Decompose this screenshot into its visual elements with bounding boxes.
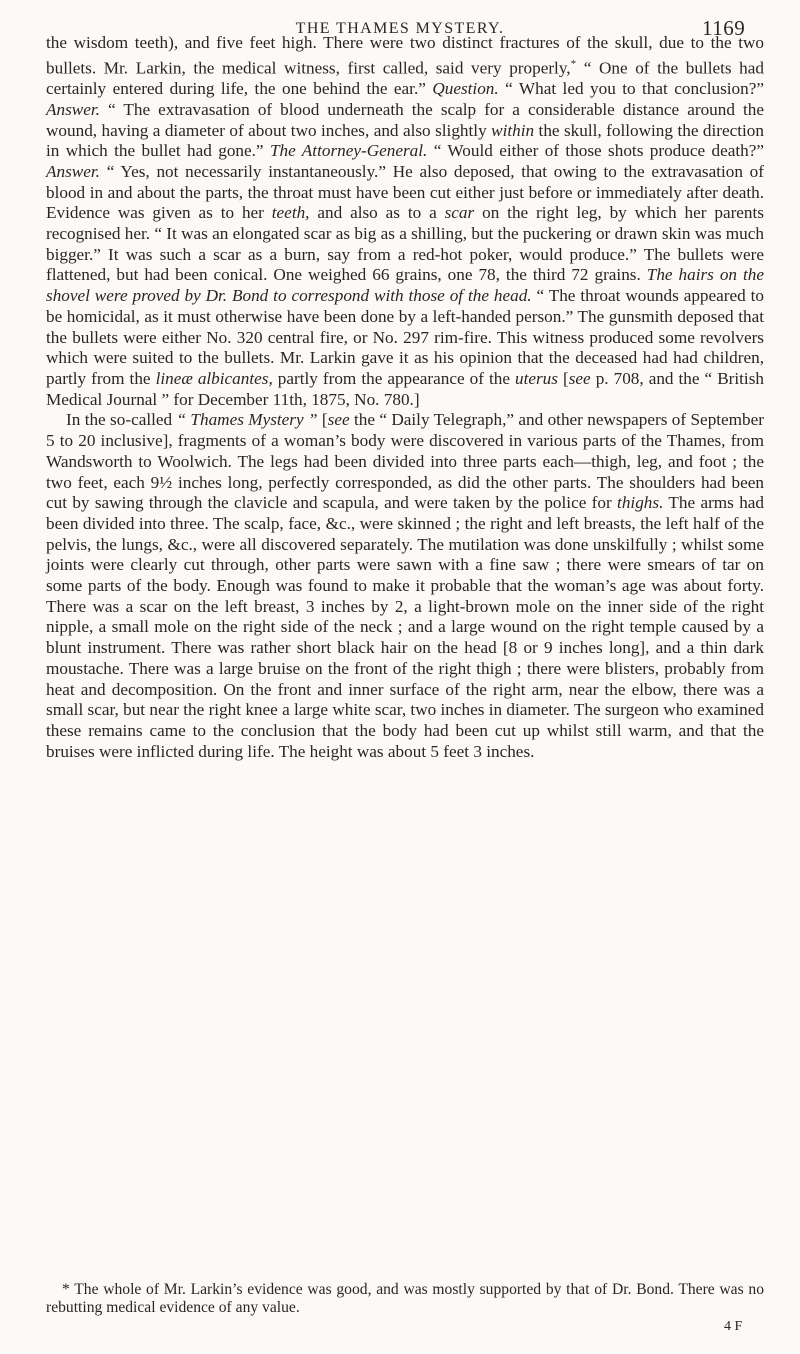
footnote <box>46 1281 764 1317</box>
text-run: “ Yes, not necessarily instantaneously.” He also deposed, that owing to the extravasation of blood in and about the parts, the throat must have been cut either just before or immediately after death. Evidence was given as to her <box>46 161 764 223</box>
signature-mark: 4 F <box>724 1319 743 1334</box>
text-run: [ <box>557 368 569 388</box>
paragraph-larkin-evidence <box>46 33 764 410</box>
italic-text: scar <box>444 203 475 223</box>
running-title: THE THAMES MYSTERY. <box>295 20 505 37</box>
text-run: the “ Daily Telegraph,” and other newspapers of September 5 to 20 inclusive], fragments of a woman’s body were discovered in various parts of the Thames, from Wandsworth to Woolwich. The legs had been divided into three parts each—thigh, leg, and foot ; the two feet, each 9½ inches long, perfectly corresponded, as did the other parts. The shoulders had been cut by sawing through the clavicle and scapula, and were taken by the police for <box>46 410 765 513</box>
italic-text: thighs. <box>617 493 664 513</box>
text-run: partly from the appearance of the <box>272 368 515 388</box>
paragraph-thames-mystery <box>46 410 764 762</box>
text-run: “ What led you to that conclusion?” <box>498 79 764 99</box>
text-run: “ Would either of those shots produce death?” <box>427 141 764 161</box>
text-run: “ One of the bullets had certainly entered during life, the one behind the ear.” <box>46 58 764 99</box>
footnote-marker: * <box>570 57 577 70</box>
text-run: the wisdom teeth), and five feet high. There were two distinct fractures of the skull, due to the two bullets. Mr. Larkin, the medical witness, first called, said very properly, <box>46 33 764 78</box>
text-run: [ <box>317 410 328 430</box>
body-text <box>46 33 764 762</box>
italic-text: lineæ albicantes, <box>155 368 273 388</box>
italic-text: The Attorney-General. <box>269 141 428 161</box>
italic-text: uterus <box>515 368 558 388</box>
text-run: “ The extravasation of blood underneath the scalp for a considerable distance around the wound, having a diameter of about two inches, and also slightly <box>46 99 764 140</box>
text-run: In the so-called <box>66 410 177 430</box>
italic-text: Question. <box>432 79 499 99</box>
italic-text: teeth, <box>271 203 310 223</box>
text-run: “ The throat wounds appeared to be homicidal, as it must otherwise have been done by a left-handed person.” The gunsmith deposed that the bullets were either No. 320 central fire, or No. 297 rim-fire. This witness produced some revolvers which were suited to the bullets. Mr. Larkin gave it as his opinion that the deceased had had children, partly from the <box>46 286 765 388</box>
italic-text: The hairs on the shovel were proved by Dr. Bond to correspond with those of the head. <box>46 265 764 306</box>
italic-text: “ Thames Mystery ” <box>176 410 318 430</box>
italic-text: Answer. <box>46 161 100 181</box>
italic-text: Answer. <box>46 99 100 119</box>
italic-text: see <box>327 410 350 430</box>
text-run: The arms had been divided into three. The scalp, face, &c., were skinned ; the right and left breasts, the left half of the pelvis, the lungs, &c., were all discovered separately. The mutilation was done unskilfully ; whilst some joints were clearly cut through, other parts were sawn with a fine saw ; there were smears of tar on some parts of the body. Enough was found to make it probable that the woman’s age was about forty. There was a scar on the left breast, 3 inches by 2, a light-brown mole on the inner side of the right nipple, a small mole on the right side of the neck ; and a large wound on the right temple caused by a blunt instrument. There was rather short black hair on the head [8 or 9 inches long], and a thin dark moustache. There was a large bruise on the front of the right thigh ; there were blisters, probably from heat and decomposition. On the front and inner surface of the right arm, near the elbow, there was a small scar, but near the right knee a large white scar, two inches in diameter. The surgeon who examined these remains came to the conclusion that the body had been cut up whilst still warm, and that the bruises were inflicted during life. The height was about 5 feet 3 inches. <box>46 493 765 761</box>
italic-text: see <box>568 368 591 388</box>
text-run: and also as to a <box>309 203 445 223</box>
page-number: 1169 <box>702 16 746 40</box>
footnote-text: * The whole of Mr. Larkin’s evidence was good, and was mostly supported by that of Dr. Bond. There was no rebutting medical evidence of any value. <box>46 1281 764 1316</box>
italic-text: within <box>491 120 535 140</box>
text-run: the skull, following the direction in which the bullet had gone.” <box>46 120 764 161</box>
text-run: on the right leg, by which her parents recognised her. “ It was an elongated scar as big as a shilling, but the puckering or drawn skin was much bigger.” It was such a scar as a burn, say from a red-hot poker, would produce.” The bullets were flattened, but had been conical. One weighed 66 grains, one 78, the third 72 grains. <box>46 203 764 285</box>
text-run: p. 708, and the “ British Medical Journal ” for December 11th, 1875, No. 780.] <box>46 368 764 409</box>
